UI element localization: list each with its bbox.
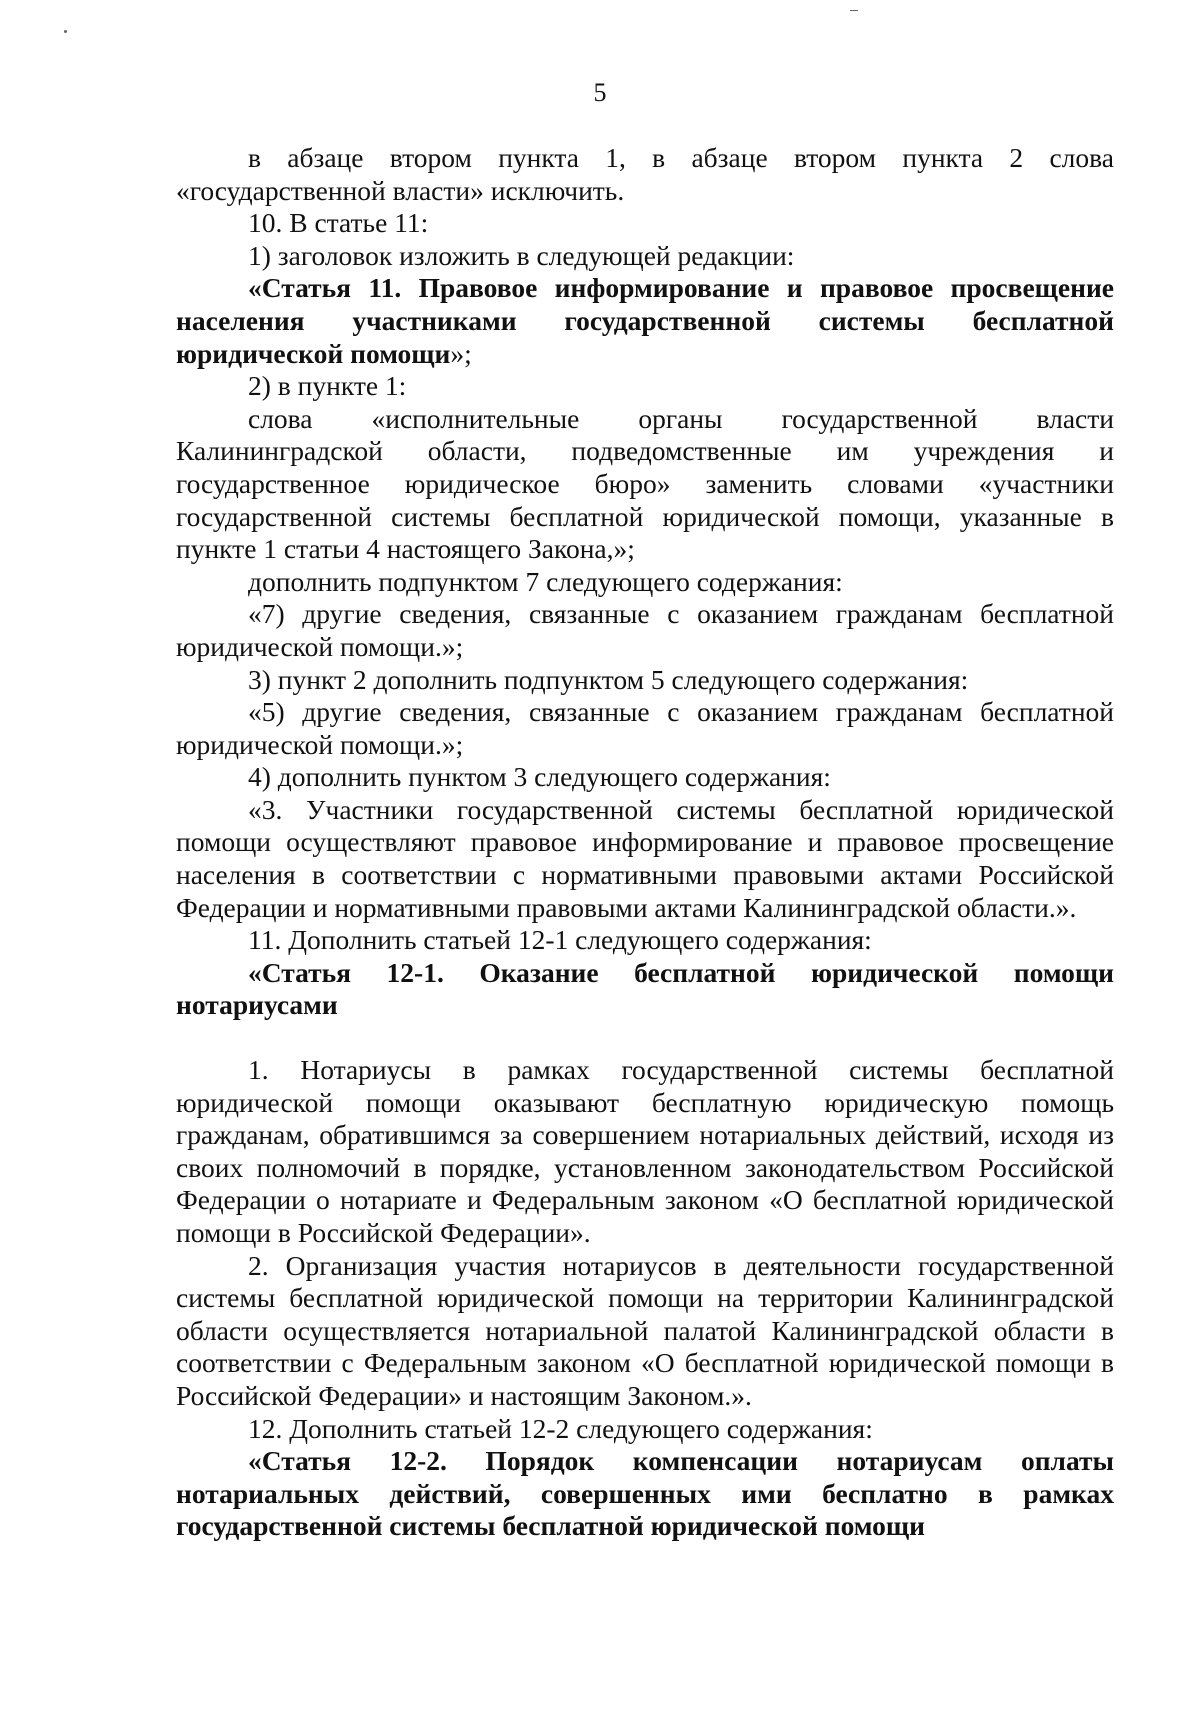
paragraph: «3. Участники государственной системы бесплатной юридической помощи осуществляют правовое информирование и правовое просвещение населения в соответствии с нормативными правовыми актами Российской Федерации и нормативными правовыми актами Калининградской области.».	[176, 793, 1114, 923]
paragraph: 4) дополнить пунктом 3 следующего содержания:	[248, 761, 831, 793]
article-11-heading: «Статья 11. Правовое информирование и правовое просвещение населения участниками государственной системы бесплатной юридической помощи	[176, 272, 1114, 369]
scan-speck	[850, 10, 858, 11]
paragraph: 10. В статье 11:	[248, 207, 429, 239]
paragraph: «7) другие сведения, связанные с оказанием гражданам бесплатной юридической помощи.»;	[176, 598, 1114, 662]
paragraph: 11. Дополнить статьей 12-1 следующего содержания:	[248, 924, 872, 956]
heading-tail: »;	[450, 337, 472, 369]
scan-speck	[64, 30, 67, 33]
paragraph: 2. Организация участия нотариусов в деятельности государственной системы бесплатной юридической помощи на территории Калининградской области осуществляется нотариальной палатой Калининградской области в соответствии с Федеральным законом «О бесплатной юридической помощи в Российской Федерации» и настоящим Законом.».	[176, 1249, 1114, 1411]
article-heading-quote	[176, 272, 1114, 370]
article-12-1-heading: «Статья 12-1. Оказание бесплатной юридической помощи нотариусами	[176, 956, 1114, 1021]
blank-line	[176, 1022, 1114, 1054]
paragraph: «5) другие сведения, связанные с оказанием гражданам бесплатной юридической помощи.»;	[176, 696, 1114, 760]
paragraph: дополнить подпунктом 7 следующего содержания:	[248, 565, 843, 597]
paragraph: 2) в пункте 1:	[248, 370, 407, 402]
article-12-2-heading: «Статья 12-2. Порядок компенсации нотариусам оплаты нотариальных действий, совершенных ими бесплатно в рамках государственной системы бесплатной юридической помощи	[176, 1445, 1114, 1542]
paragraph: 3) пункт 2 дополнить подпунктом 5 следующего содержания:	[248, 663, 969, 695]
page-number: 5	[593, 78, 607, 107]
paragraph: 1. Нотариусы в рамках государственной системы бесплатной юридической помощи оказывают бесплатную юридическую помощь гражданам, обратившимся за совершением нотариальных действий, исходя из своих полномочий в порядке, установленном законодательством Российской Федерации о нотариате и Федеральным законом «О бесплатной юридической помощи в Российской Федерации».	[176, 1054, 1114, 1248]
paragraph: слова «исполнительные органы государственной власти Калининградской области, подведомственные им учреждения и государственное юридическое бюро» заменить словами «участники государственной системы бесплатной юридической помощи, указанные в пункте 1 статьи 4 настоящего Закона,»;	[176, 402, 1114, 565]
paragraph: 12. Дополнить статьей 12-2 следующего содержания:	[248, 1412, 873, 1444]
paragraph: в абзаце втором пункта 1, в абзаце втором пункта 2 слова «государственной власти» исключить.	[176, 142, 1114, 206]
paragraph: 1) заголовок изложить в следующей редакции:	[248, 239, 795, 271]
document-body	[176, 142, 1114, 1543]
